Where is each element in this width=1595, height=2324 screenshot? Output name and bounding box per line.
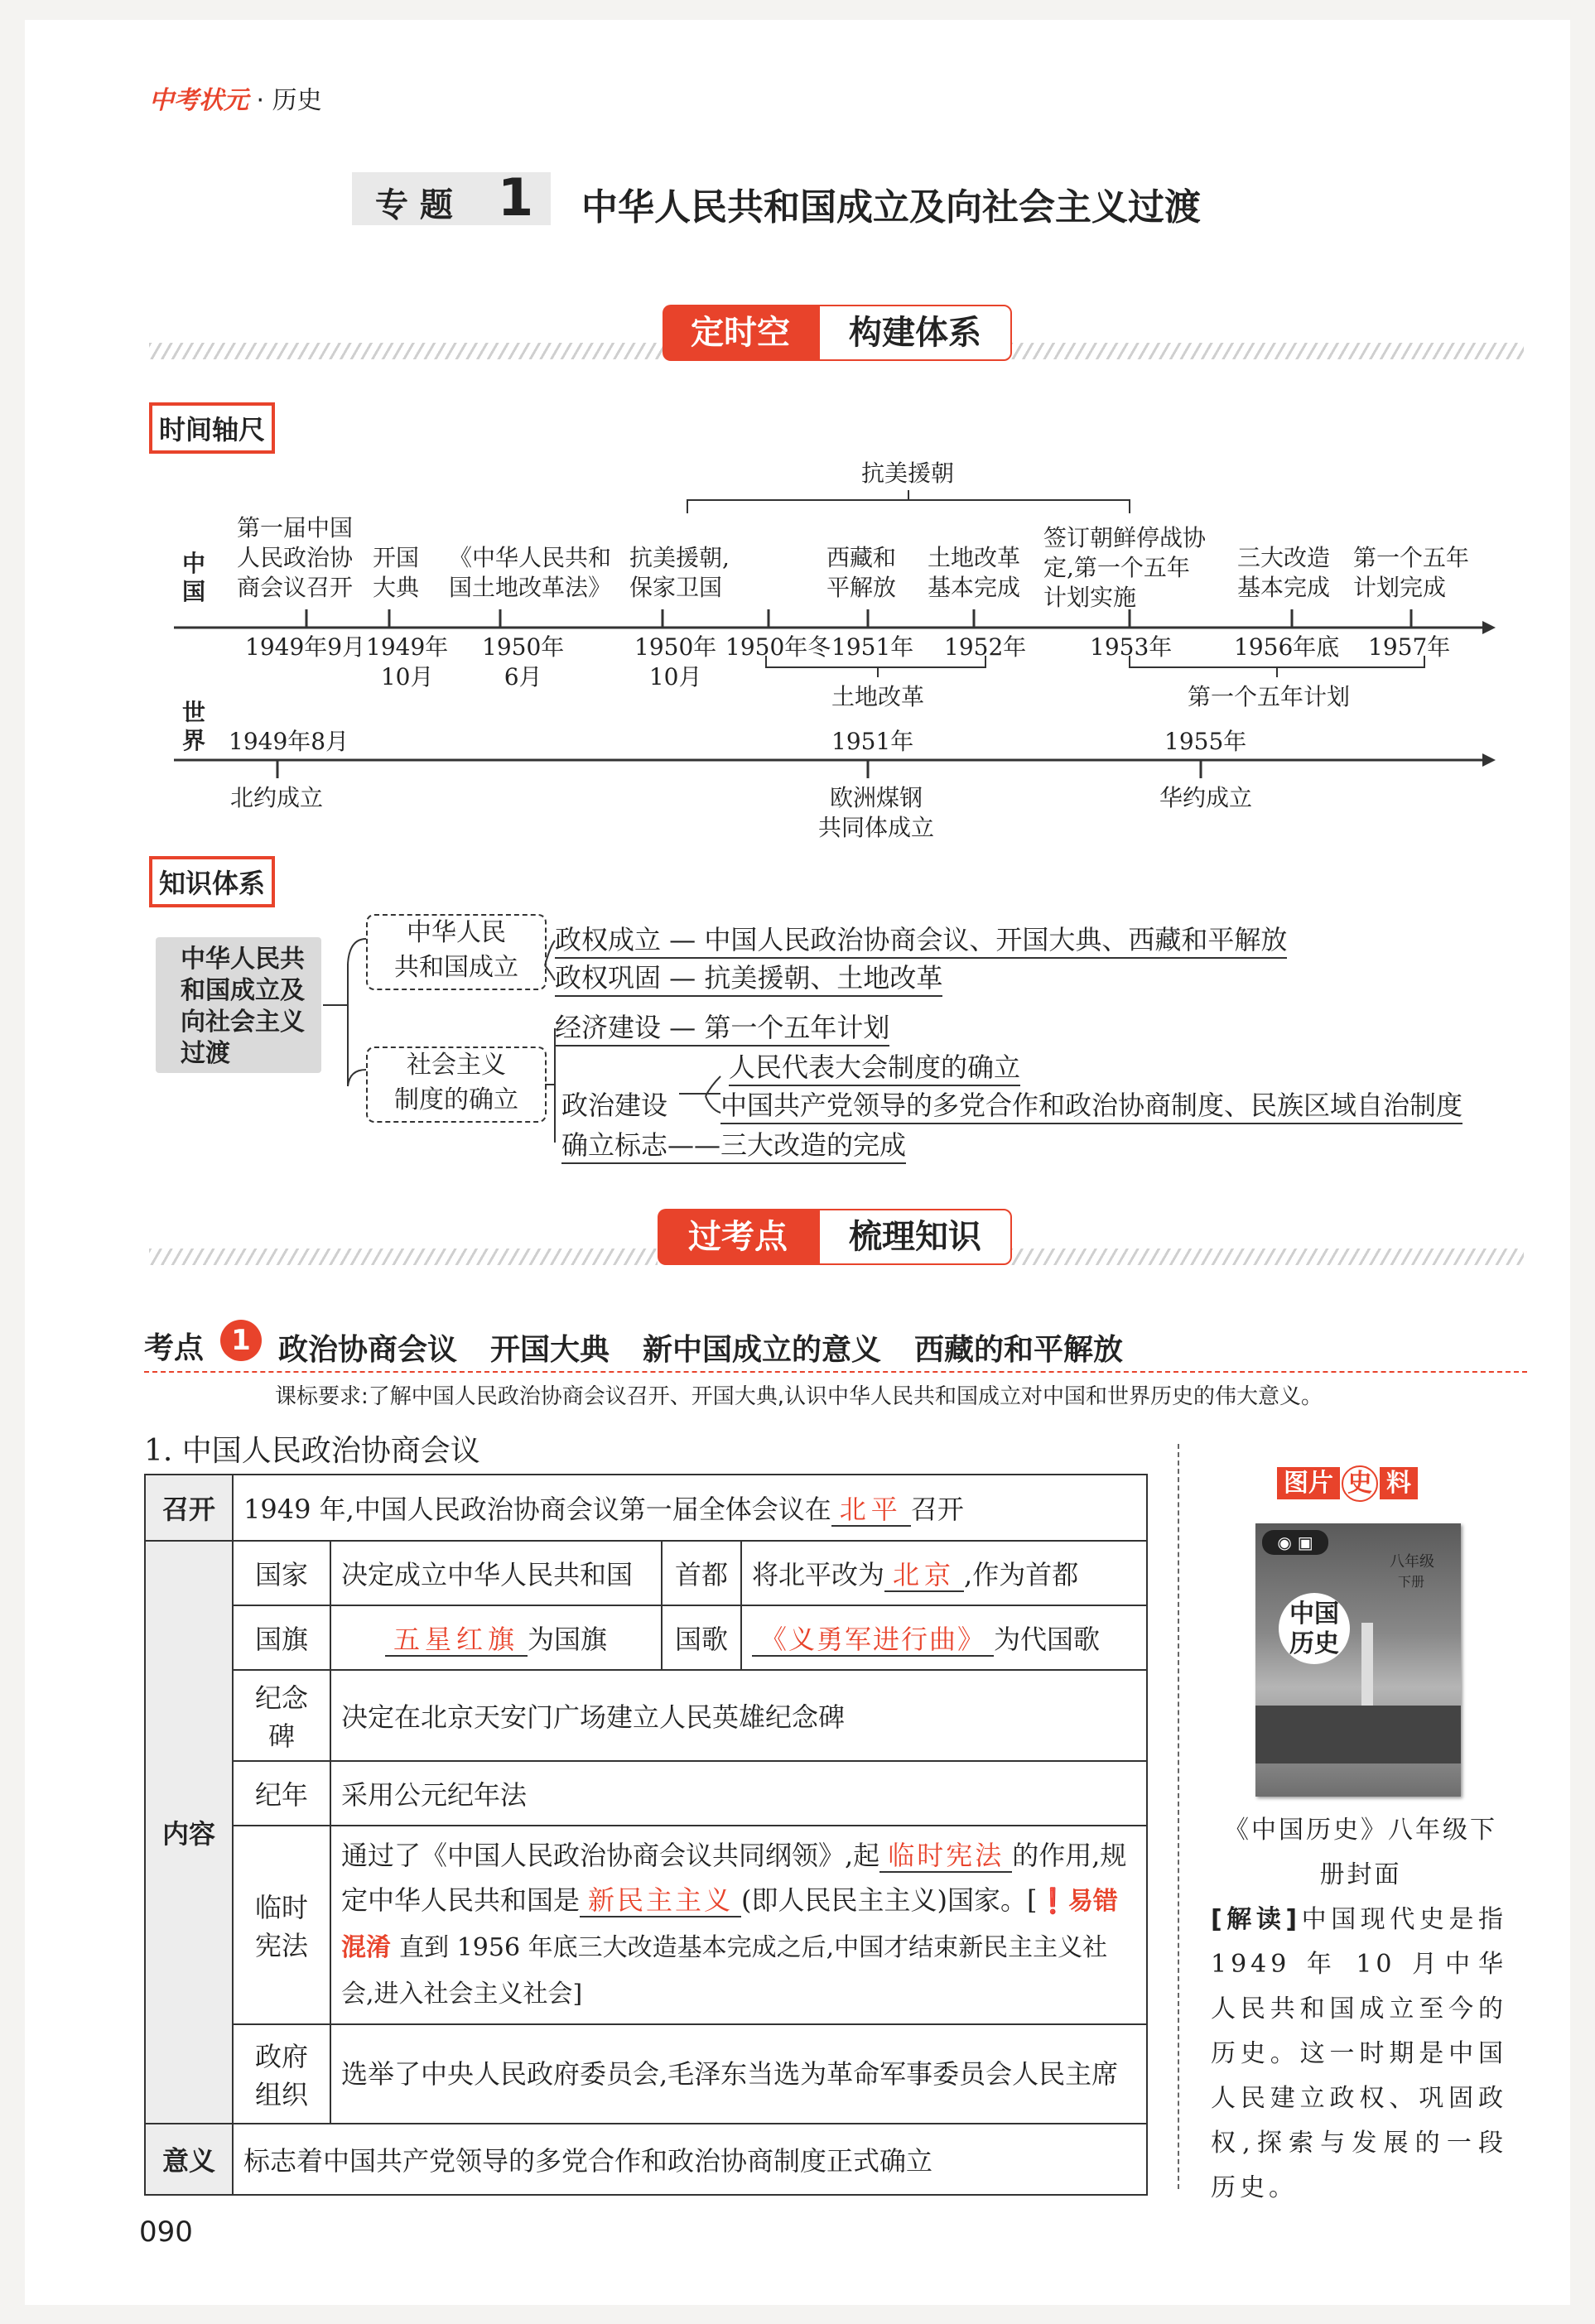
page-number: 090 xyxy=(139,2216,193,2249)
sidebar-divider xyxy=(1178,1444,1179,2189)
monument-head: 纪念碑 xyxy=(233,1670,330,1761)
kaodian-label: 考点 xyxy=(144,1331,205,1365)
topic-tag-label: 专 题 xyxy=(375,186,453,224)
tiananmen-gate-icon xyxy=(1255,1706,1461,1763)
timeline-event: 开国 大典 xyxy=(373,544,420,601)
timeline-event: 第一届中国 人民政治协 商会议召开 xyxy=(237,514,354,601)
timeline-date: 1957年 xyxy=(1368,633,1451,661)
banner-build-right: 构建体系 xyxy=(818,305,1012,361)
open-cell: 1949 年,中国人民政治协商会议第一届全体会议在 北平 召开 xyxy=(233,1475,1147,1541)
interpretation-note: [解读]中国现代史是指 1949 年 10 月中华人民共和国成立至今的历史。这一时期是中国人民建立政权、巩固政权,探索与发展的一段历史。 xyxy=(1211,1905,1508,2202)
knowledge-item: 人民代表大会制度的确立 xyxy=(729,1050,1020,1086)
section-timeline-heading: 时间轴尺 xyxy=(149,402,275,454)
monument-value: 决定在北京天安门广场建立人民英雄纪念碑 xyxy=(330,1670,1147,1761)
knowledge-item: 中国共产党领导的多党合作和政治协商制度、民族区域自治制度 xyxy=(720,1088,1462,1124)
era-head: 纪年 xyxy=(233,1761,330,1826)
warning-label: 易错混淆 xyxy=(341,1887,1118,1962)
brace-land-reform-label: 土地改革 xyxy=(831,683,925,710)
anthem-value: 《义勇军进行曲》 为代国歌 xyxy=(741,1605,1147,1670)
divider-right xyxy=(1010,1249,1524,1265)
knowledge-branch-founding: 中华人民 共和国成立 xyxy=(366,914,547,990)
flag-head: 国旗 xyxy=(233,1605,330,1670)
world-event: 北约成立 xyxy=(230,784,324,811)
header-dot: · xyxy=(256,86,265,115)
world-date: 1955年 xyxy=(1164,728,1247,755)
kaodian-number-badge: 1 xyxy=(220,1320,262,1361)
constitution-value: 通过了《中国人民政治协商会议共同纲领》,起 临时宪法 的作用,规定中华人民共和国是 新民主主义 (即人民民主主义)国家。[❗易错混淆 直到 1956 年底三大改造基本完成之后,中国才结束新民主主义社会,进入社会主义社会] xyxy=(330,1826,1147,2024)
timeline-date: 1949年9月 xyxy=(245,633,366,661)
capital-head: 首都 xyxy=(662,1541,741,1605)
knowledge-root: 中华人民共 和国成立及 向社会主义 过渡 xyxy=(156,937,321,1073)
banner-build-left: 定时空 xyxy=(663,305,818,361)
timeline-event: 三大改造 基本完成 xyxy=(1237,544,1331,601)
era-value: 采用公元纪年法 xyxy=(330,1761,1147,1826)
image-caption: 《中国历史》八年级下册封面 xyxy=(1224,1816,1497,1889)
world-date: 1951年 xyxy=(831,728,914,755)
china-axis-label: 中国 xyxy=(182,550,206,605)
world-event: 华约成立 xyxy=(1159,784,1253,811)
page xyxy=(25,20,1570,2305)
row-head-open: 召开 xyxy=(145,1475,233,1541)
gov-head: 政府 组织 xyxy=(233,2024,330,2124)
book-grade: 八年级 xyxy=(1390,1553,1434,1571)
book-volume: 下册 xyxy=(1398,1574,1425,1590)
timeline-event: 土地改革 基本完成 xyxy=(928,544,1021,601)
country-head: 国家 xyxy=(233,1541,330,1605)
kaodian-divider xyxy=(144,1371,1527,1373)
timeline-event: 《中华人民共和 国土地改革法》 xyxy=(449,544,612,601)
course-requirement: 课标要求:了解中国人民政治协商会议召开、开国大典,认识中华人民共和国成立对中国和世界历史的伟大意义。 xyxy=(275,1384,1323,1409)
divider-left xyxy=(149,1249,658,1265)
timeline-date: 1956年底 xyxy=(1234,633,1340,661)
brand-logo: 中考状元 xyxy=(149,86,248,115)
section-knowledge-heading: 知识体系 xyxy=(149,856,275,907)
brace-five-year-label: 第一个五年计划 xyxy=(1188,683,1351,710)
row-head-content: 内容 xyxy=(145,1541,233,2124)
header-subject: 历史 xyxy=(272,86,322,115)
subsection-title: 1. 中国人民政治协商会议 xyxy=(144,1434,480,1468)
timeline-event: 第一个五年 计划完成 xyxy=(1353,544,1470,601)
timeline-date: 1949年 10月 xyxy=(366,633,449,690)
page-title: 中华人民共和国成立及向社会主义过渡 xyxy=(581,186,1201,229)
banner-points-right: 梳理知识 xyxy=(818,1209,1012,1265)
country-value: 决定成立中华人民共和国 xyxy=(330,1541,662,1605)
world-axis-label: 世界 xyxy=(182,699,206,754)
anthem-head: 国歌 xyxy=(662,1605,741,1670)
topic-number: 1 xyxy=(498,167,534,228)
gov-value: 选举了中央人民政府委员会,毛泽东当选为革命军事委员会人民主席 xyxy=(330,2024,1147,2124)
timeline-date: 1950年冬 xyxy=(725,633,831,661)
banner-points-left: 过考点 xyxy=(658,1209,818,1265)
row-head-meaning: 意义 xyxy=(145,2124,233,2195)
book-title-badge: 中国历史 xyxy=(1279,1593,1350,1664)
meaning-value: 标志着中国共产党领导的多党合作和政治协商制度正式确立 xyxy=(233,2124,1147,2195)
constitution-head: 临时 宪法 xyxy=(233,1826,330,2024)
timeline-date: 1950年 10月 xyxy=(634,633,717,690)
world-event: 欧洲煤钢 共同体成立 xyxy=(818,784,935,841)
knowledge-branch-socialism: 社会主义 制度的确立 xyxy=(366,1047,547,1123)
flag-value: 五星红旗 为国旗 xyxy=(330,1605,662,1670)
knowledge-politics-label: 政治建设 xyxy=(561,1090,668,1121)
timeline-event: 抗美援朝, 保家卫国 xyxy=(629,544,730,601)
timeline-date: 1951年 xyxy=(831,633,914,661)
timeline-event: 西藏和 平解放 xyxy=(826,544,897,601)
capital-value: 将北平改为 北京 ,作为首都 xyxy=(741,1541,1147,1605)
picture-material-tag: 图片 史 料 xyxy=(1277,1465,1418,1502)
timeline-date: 1950年 6月 xyxy=(482,633,565,690)
brace-top-label: 抗美援朝 xyxy=(861,460,955,487)
publisher-logo-icon: ◉ ▣ xyxy=(1262,1530,1328,1555)
knowledge-item: 政权成立 — 中国人民政治协商会议、开国大典、西藏和平解放 xyxy=(555,922,1287,959)
timeline-date: 1953年 xyxy=(1090,633,1173,661)
cppcc-table xyxy=(144,1474,1148,2196)
kaodian-topics: 政治协商会议 开国大典 新中国成立的意义 西藏的和平解放 xyxy=(278,1333,1124,1367)
textbook-cover-image xyxy=(1255,1523,1461,1797)
knowledge-connector xyxy=(679,1093,720,1095)
world-date: 1949年8月 xyxy=(229,728,349,755)
timeline-event: 签订朝鲜停战协 定,第一个五年 计划实施 xyxy=(1043,524,1207,611)
warning-icon: ❗ xyxy=(1037,1887,1068,1916)
knowledge-item: 确立标志——三大改造的完成 xyxy=(561,1128,906,1164)
knowledge-item: 政权巩固 — 抗美援朝、土地改革 xyxy=(555,960,942,997)
knowledge-item: 经济建设 — 第一个五年计划 xyxy=(555,1010,889,1047)
timeline-date: 1952年 xyxy=(944,633,1027,661)
